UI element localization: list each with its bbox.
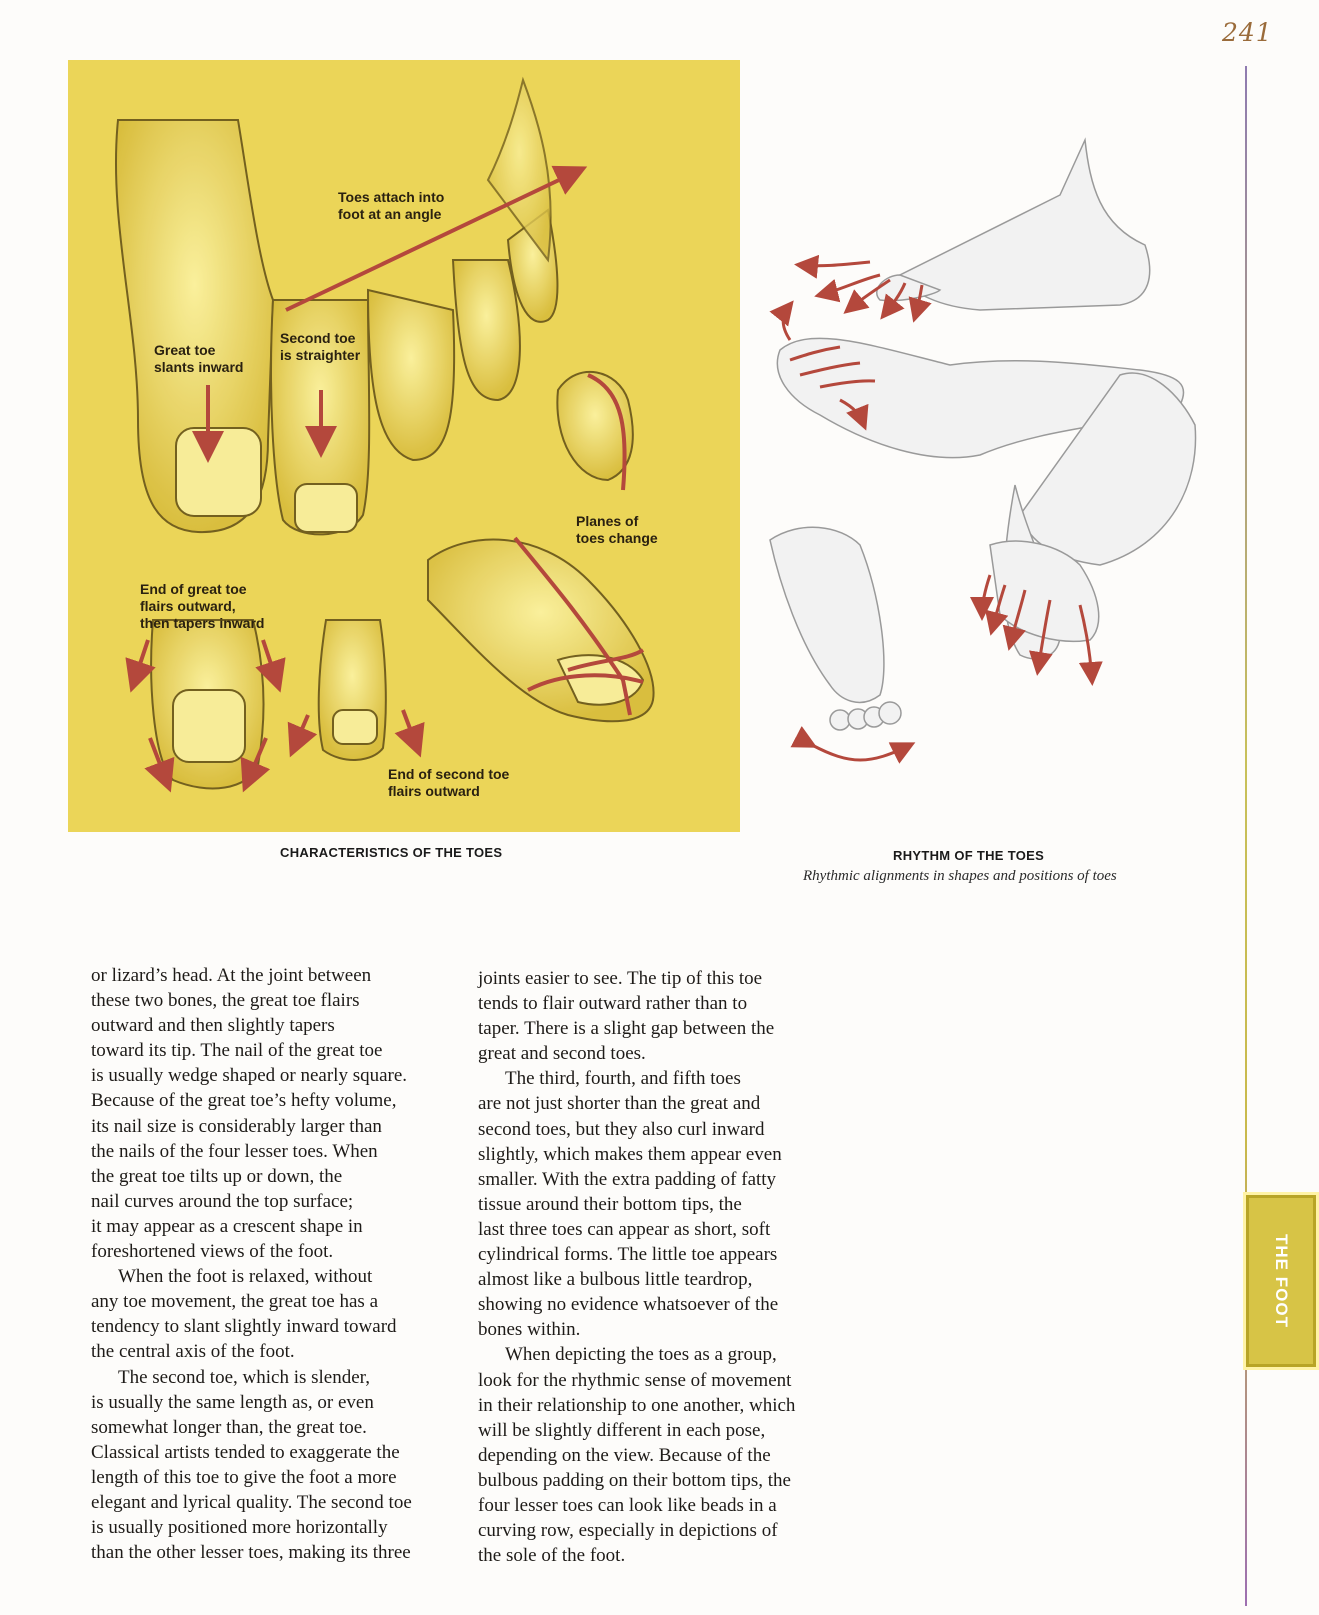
rhythm-of-toes-illustration <box>760 125 1240 805</box>
chapter-tab-label: THE FOOT <box>1272 1234 1291 1328</box>
label-great-toe: Great toe slants inward <box>154 342 244 375</box>
paragraph: or lizard’s head. At the joint between these two bones, the great toe flairs outward and then slightly tapers toward its tip. The nail of the great toe is usually wedge shaped or nearly square. Because of the great toe’s hefty volume, its nail size is considerably larger than the nails of the four lesser toes. When the great toe tilts up or down, the nail curves around the top surface; it may appear as a crescent shape in foreshortened views of the foot. <box>91 965 408 1263</box>
paragraph: The second toe, which is slender, is usually the same length as, or even somewhat longer than, the great toe. Classical artists tended to exaggerate the length of this toe to give the foot a more elegant and lyrical quality. The second toe is usually positioned more horizontally than the other lesser toes, making its three <box>91 1366 412 1564</box>
toe-drawing <box>68 60 740 832</box>
caption-characteristics: CHARACTERISTICS OF THE TOES <box>280 845 503 860</box>
body-column-1 <box>91 963 461 1565</box>
subcaption-rhythm: Rhythmic alignments in shapes and positions of toes <box>803 868 1117 884</box>
rhythm-drawing <box>760 125 1240 805</box>
paragraph: When the foot is relaxed, without any toe movement, the great toe has a tendency to slant slightly inward toward the central axis of the foot. <box>91 1266 397 1363</box>
edge-rule <box>1245 66 1247 1606</box>
label-toes-attach: Toes attach into foot at an angle <box>338 189 445 222</box>
paragraph: The third, fourth, and fifth toes are not just shorter than the great and second toes, but they also curl inward slightly, which makes them appear even smaller. With the extra padding of fatty tissue around their bottom tips, the last three toes can appear as short, soft cylindrical forms. The little toe appears almost like a bulbous little teardrop, showing no evidence whatsoever of the bones within. <box>478 1068 782 1341</box>
paragraph: When depicting the toes as a group, look for the rhythmic sense of movement in their relationship to one another, which will be slightly different in each pose, depending on the view. Because of the bulbous padding on their bottom tips, the four lesser toes can look like beads in a curving row, especially in depictions of the sole of the foot. <box>478 1344 796 1567</box>
paragraph: joints easier to see. The tip of this toe tends to flair outward rather than to taper. There is a slight gap between the great and second toes. <box>478 968 775 1065</box>
label-second-toe: Second toe is straighter <box>280 330 361 363</box>
caption-rhythm: RHYTHM OF THE TOES <box>893 848 1045 863</box>
body-column-2 <box>478 966 858 1568</box>
label-end-second-toe: End of second toe flairs outward <box>388 766 510 799</box>
page-number: 241 <box>1222 18 1273 47</box>
toe-characteristics-illustration <box>68 60 740 832</box>
label-end-great-toe: End of great toe flairs outward, then tapers inward <box>140 581 265 631</box>
chapter-tab <box>1243 1192 1319 1370</box>
label-planes: Planes of toes change <box>576 513 658 546</box>
